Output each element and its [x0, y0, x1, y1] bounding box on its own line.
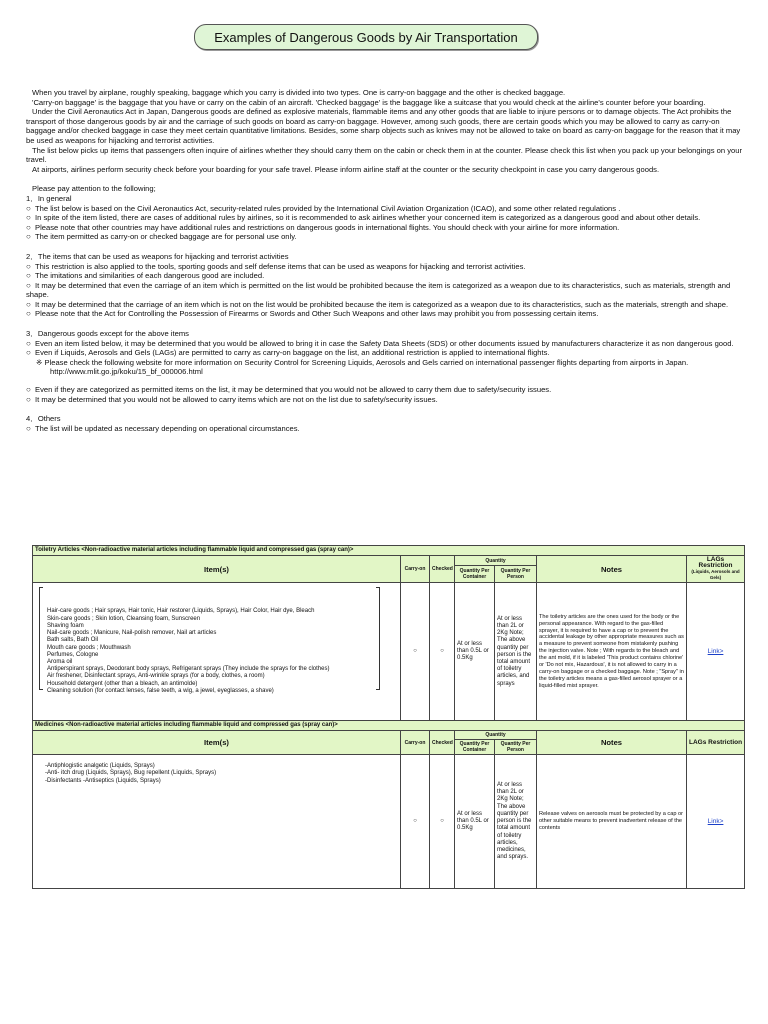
- list-item: ○ Even if they are categorized as permitted items on the list, it may be determined that you would not be allowed to carry them due to safety/security issues.: [26, 385, 742, 395]
- list-item: ○ It may be determined that even the carriage of an item which is permitted on the list would be prohibited because the item is categorized as a weapon due to its characteristics, such as materials, strength and shape.: [26, 281, 742, 300]
- carry-on-mark: ○: [401, 583, 430, 721]
- col-quantity: Quantity: [455, 731, 537, 740]
- col-checked: Checked: [430, 556, 455, 583]
- list-item: ○ This restriction is also applied to the tools, sporting goods and self defense items that can be used as weapons for hijacking and terrorist activities.: [26, 262, 742, 272]
- col-lags: [687, 556, 745, 583]
- col-qty-person: Quantity Per Person: [495, 566, 537, 583]
- checked-mark: ○: [430, 583, 455, 721]
- toiletry-items: [33, 583, 401, 721]
- list-item: ○ The imitations and similarities of each dangerous good are included.: [26, 271, 742, 281]
- qty-container-cell: At or less than 0.5L or 0.5Kg: [455, 583, 495, 721]
- list-item: ○ In spite of the item listed, there are cases of additional rules by airlines, so it is recommended to ask airlines whether your concerned item is categorized as a dangerous good and about other details.: [26, 213, 742, 223]
- page-title-box: [194, 24, 538, 50]
- medicines-items: [33, 755, 401, 889]
- lags-link[interactable]: Link>: [707, 647, 724, 655]
- item-line: -Antiphlogistic analgetic (Liquids, Sprays): [45, 763, 155, 770]
- col-qty-container: Quantity Per Container: [455, 740, 495, 755]
- col-quantity: Quantity: [455, 556, 537, 566]
- list-item: ○ It may be determined that the carriage of an item which is not on the list would be prohibited because the item is categorized as a weapon due to its characteristics, such as the materials, strength and shape.: [26, 300, 742, 310]
- qty-container-cell: At or less than 0.5L or 0.5Kg: [455, 755, 495, 889]
- section-heading: 4．Others: [26, 414, 61, 424]
- notes-cell: The toiletry articles are the ones used for the body or the personal appearance. With regard to the gas-filled sprayer, it is required to have a cap or to prevent the accidental leakage by other appropriate measures such as a measure to prevent someone from mistakenly pushing the injection valve. Note ; With regards to the bleach and the ant mold, if it is labeled 'This product contains chlorine' or 'Do not mix, Hazardous', it is not allowed to carry in a carry-on baggage or a checked baggage. Note ; "Spray" in the toiletry articles means a gas-filled aerosol sprayer or a liquid-filled mist sprayer.: [537, 583, 687, 721]
- list-item: ○ The list will be updated as necessary depending on operational circumstances.: [26, 424, 742, 434]
- checked-mark: ○: [430, 755, 455, 889]
- col-checked: Checked: [430, 731, 455, 755]
- toiletry-table: [32, 545, 745, 721]
- notes-cell: Release valves on aerosols must be protected by a cap or other suitable means to prevent inadvertent release of the contents: [537, 755, 687, 889]
- col-notes: Notes: [537, 556, 687, 583]
- section-heading: 3．Dangerous goods except for the above items: [26, 329, 189, 339]
- lags-note: ※ Please check the following website for more information on Security Control for Screening Liquids, Aerosols and Gels carried on international passenger flights departing from airports in Japan.: [36, 357, 689, 367]
- item-line: Bath salts, Bath Oil: [47, 637, 99, 644]
- intro-paragraph: 'Carry-on baggage' is the baggage that you have or carry on the cabin of an aircraft. 'Checked baggage' is the baggage like a suitcase that you would check at the airline's counter before your boarding.: [32, 97, 706, 107]
- lags-title: LAGs Restriction: [698, 556, 733, 570]
- medicines-band: Medicines <Non-radioactive material articles including flammable liquid and compressed gas (spray can)>: [33, 721, 745, 731]
- lags-url-link[interactable]: http://www.mlit.go.jp/koku/15_bf_000006.html: [50, 367, 203, 377]
- table-row: [33, 755, 745, 889]
- col-items: Item(s): [33, 731, 401, 755]
- lags-link[interactable]: Link>: [707, 817, 724, 825]
- col-carry-on: Carry-on: [401, 731, 430, 755]
- list-item: ○ Please note that other countries may have additional rules and restrictions on dangerous goods in international flights. You should check with your airline for more information.: [26, 223, 742, 233]
- list-item: ○ The list below is based on the Civil Aeronautics Act, security-related rules provided by the International Civil Aviation Organization (ICAO), and some other related regulations .: [26, 204, 742, 214]
- page-title: Examples of Dangerous Goods by Air Transportation: [214, 29, 518, 45]
- intro-paragraph: When you travel by airplane, roughly speaking, baggage which you carry is divided into two types. One is carry-on baggage and the other is checked baggage.: [32, 88, 566, 97]
- item-line: Nail-care goods ; Manicure, Nail-polish remover, Nail art articles: [47, 630, 217, 637]
- col-qty-person: Quantity Per Person: [495, 740, 537, 755]
- lags-link-cell: [687, 583, 745, 721]
- intro-paragraph: At airports, airlines perform security check before your boarding for your safe travel. Please inform airline staff at the counter or the security checkpoint in case you carry dangerous goods.: [32, 164, 660, 174]
- item-line: Perfumes, Cologne: [47, 651, 99, 658]
- item-line: -Disinfectants -Antiseptics (Liquids, Sprays): [45, 777, 161, 784]
- list-item: ○ It may be determined that you would not be allowed to carry items which are not on the list due to safety/security issues.: [26, 395, 742, 405]
- table-row: [33, 583, 745, 721]
- item-line: Antiperspirant sprays, Deodorant body sprays, Refrigerant sprays (They include the sprays for the clothes): [47, 666, 330, 673]
- col-carry-on: Carry-on: [401, 556, 430, 583]
- item-line: Aroma oil: [47, 658, 73, 665]
- item-line: Hair-care goods ; Hair sprays, Hair tonic, Hair restorer (Liquids, Sprays), Hair Color, Hair dye, Bleach: [47, 608, 315, 615]
- item-line: Shaving foam: [47, 622, 84, 629]
- item-line: Mouth care goods ; Mouthwash: [47, 644, 131, 651]
- section-heading: 1．In general: [26, 193, 72, 203]
- item-line: Household detergent (other than a bleach, an antimolde): [47, 680, 198, 687]
- intro-paragraph: The list below picks up items that passengers often inquire of airlines whether they should carry them on the cabin or check them in at the counter. Please check this list when you pack up your belongings on your travel.: [26, 145, 742, 165]
- col-items: Item(s): [33, 556, 401, 583]
- col-notes: Notes: [537, 731, 687, 755]
- item-line: Skin-care goods ; Skin lotion, Cleansing foam, Sunscreen: [47, 615, 201, 622]
- lags-subtitle: (Liquids, Aerosols and Gels): [691, 569, 740, 581]
- attention-line: Please pay attention to the following;: [32, 184, 156, 194]
- qty-person-cell: At or less than 2L or 2Kg Note; The above quantity per person is the total amount of toiletry articles, medicines, and sprays.: [495, 755, 537, 889]
- list-item: ○ Even if Liquids, Aerosols and Gels (LAGs) are permitted to carry as carry-on baggage on the list, an additional restriction is applied to international flights.: [26, 348, 742, 358]
- col-lags: LAGs Restriction: [687, 731, 745, 755]
- toiletry-band: Toiletry Articles <Non-radioactive material articles including flammable liquid and compressed gas (spray can)>: [33, 546, 745, 556]
- section-heading: 2．The items that can be used as weapons for hijacking and terrorist activities: [26, 251, 289, 261]
- col-qty-container: Quantity Per Container: [455, 566, 495, 583]
- item-line: -Anti- itch drug (Liquids, Sprays), Bug repellent (Liquids, Sprays): [45, 770, 217, 777]
- item-line: Air freshener, Disinfectant sprays, Anti-wrinkle sprays (for a body, clothes, a room): [47, 673, 265, 680]
- item-line: Cleaning solution (for contact lenses, false teeth, a wig, a jewel, eyeglasses, a shave): [47, 687, 274, 694]
- carry-on-mark: ○: [401, 755, 430, 889]
- list-item: ○ Please note that the Act for Controlling the Possession of Firearms or Swords and Other Such Weapons and other laws may prohibit you from possessing certain items.: [26, 309, 742, 319]
- intro-paragraph: Under the Civil Aeronautics Act in Japan, Dangerous goods are defined as explosive materials, flammable items and any other goods that are liable to injure persons or to damage objects. The Act prohibits the transport of those dangerous goods by air and the carriage of such goods on board as carry-on baggage. However, among such goods, there are certain goods which you may be allowed to carry as carry-on baggage and/or checked baggage in case they meet certain quantitative limitations. Besides, some sharp objects such as knives may not be allowed to take on board as carry-on baggage for the reason that it may be used as weapons for hijacking and terrorist activities.: [26, 107, 741, 145]
- qty-person-cell: At or less than 2L or 2Kg Note; The above quantity per person is the total amount of toiletry articles, and sprays: [495, 583, 537, 721]
- lags-link-cell: [687, 755, 745, 889]
- list-item: ○ The item permitted as carry-on or checked baggage are for personal use only.: [26, 232, 742, 242]
- medicines-table: [32, 720, 745, 889]
- list-item: ○ Even an item listed below, it may be determined that you would be allowed to bring it in case the Safety Data Sheets (SDS) or other documents issued by manufacturers characterize it as non dangerous good.: [26, 339, 742, 349]
- intro-text: [26, 88, 742, 433]
